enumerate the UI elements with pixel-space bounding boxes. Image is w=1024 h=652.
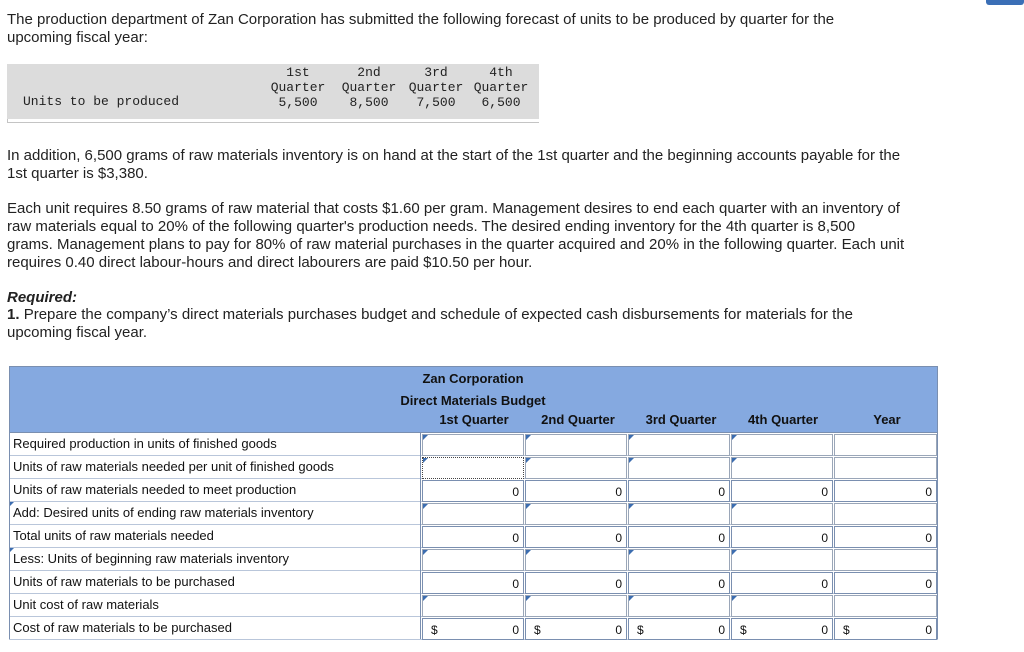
budget-computed-cell — [834, 480, 937, 502]
intro-line-2: upcoming fiscal year: — [7, 29, 148, 46]
budget-row-label: Units of raw materials needed per unit of finished goods — [13, 459, 334, 474]
budget-cell-value: 0 — [925, 577, 932, 591]
forecast-col-q1-h1: 1st — [286, 65, 310, 80]
required-number: 1. — [7, 306, 20, 323]
budget-input-cell[interactable] — [628, 549, 730, 571]
required-line-1 — [7, 306, 853, 324]
budget-computed-cell — [731, 572, 833, 594]
forecast-col-q1-value: 5,500 — [278, 95, 318, 110]
table-right-border — [937, 433, 938, 639]
budget-row-label: Total units of raw materials needed — [13, 528, 214, 543]
budget-input-cell[interactable] — [422, 457, 524, 479]
input-flag-marker — [526, 435, 531, 440]
col-head-q4: 4th Quarter — [747, 412, 819, 427]
budget-computed-cell — [628, 618, 730, 640]
budget-cell-value: 0 — [718, 577, 725, 591]
forecast-table — [7, 64, 539, 119]
budget-computed-cell — [422, 480, 524, 502]
budget-cell-value: 0 — [512, 485, 519, 499]
forecast-col-q2-h1: 2nd — [357, 65, 381, 80]
budget-computed-cell — [525, 526, 627, 548]
budget-computed-cell — [422, 618, 524, 640]
budget-input-cell[interactable] — [834, 595, 937, 617]
budget-input-cell[interactable] — [422, 503, 524, 525]
para3-line-2: raw materials equal to 20% of the following quarter's production needs. The desired ending inventory for the 4th quarter is 8,500 — [7, 218, 856, 235]
budget-computed-cell — [525, 572, 627, 594]
budget-input-cell[interactable] — [422, 549, 524, 571]
forecast-col-q1-h2: Quarter — [270, 80, 326, 95]
budget-cell-value: 0 — [925, 623, 932, 637]
budget-row-label: Unit cost of raw materials — [13, 597, 159, 612]
label-column — [9, 433, 421, 639]
budget-input-cell[interactable] — [628, 434, 730, 456]
col-head-q1: 1st Quarter — [439, 412, 509, 427]
currency-symbol: $ — [637, 623, 644, 637]
budget-input-cell[interactable] — [525, 457, 627, 479]
forecast-col-q4-h2: Quarter — [473, 80, 529, 95]
budget-input-cell[interactable] — [731, 503, 833, 525]
budget-cell-value: 0 — [925, 531, 932, 545]
budget-cell-value: 0 — [615, 531, 622, 545]
forecast-col-q2-value: 8,500 — [349, 95, 389, 110]
forecast-row-label: Units to be produced — [23, 94, 180, 109]
budget-row-label: Units of raw materials needed to meet production — [13, 482, 297, 497]
budget-title: Direct Materials Budget — [400, 393, 546, 408]
col-head-year: Year — [873, 412, 901, 427]
budget-input-cell[interactable] — [731, 549, 833, 571]
direct-materials-budget-table — [9, 366, 938, 639]
budget-computed-cell — [731, 618, 833, 640]
budget-cell-value: 0 — [925, 485, 932, 499]
forecast-col-q2-h2: Quarter — [341, 80, 397, 95]
input-flag-marker — [629, 458, 634, 463]
budget-cell-value: 0 — [718, 623, 725, 637]
input-flag-marker — [629, 435, 634, 440]
budget-cell-value: 0 — [615, 577, 622, 591]
input-flag-marker — [629, 550, 634, 555]
budget-input-cell[interactable] — [731, 595, 833, 617]
budget-computed-cell — [834, 572, 937, 594]
budget-input-cell[interactable] — [525, 549, 627, 571]
budget-cell-value: 0 — [512, 577, 519, 591]
budget-input-cell[interactable] — [628, 503, 730, 525]
budget-row-label: Add: Desired units of ending raw materials inventory — [13, 505, 314, 520]
top-accent-bar — [986, 0, 1024, 5]
forecast-col-q2 — [334, 64, 404, 110]
budget-row-label: Units of raw materials to be purchased — [13, 574, 235, 589]
budget-input-cell[interactable] — [834, 434, 937, 456]
budget-input-cell[interactable] — [628, 457, 730, 479]
forecast-col-q3-h1: 3rd — [424, 65, 448, 80]
required-text-1: Prepare the company’s direct materials purchases budget and schedule of expected cash disbursements for materials for the — [23, 306, 854, 323]
budget-cell-value: 0 — [821, 577, 828, 591]
input-flag-marker — [526, 504, 531, 509]
budget-row-label: Cost of raw materials to be purchased — [13, 620, 232, 635]
input-flag-marker — [629, 504, 634, 509]
required-line-2: upcoming fiscal year. — [7, 324, 148, 341]
budget-cell-value: 0 — [615, 485, 622, 499]
budget-input-cell[interactable] — [525, 434, 627, 456]
forecast-col-q3-value: 7,500 — [416, 95, 456, 110]
budget-row-label: Required production in units of finished goods — [13, 436, 277, 451]
budget-input-cell[interactable] — [422, 434, 524, 456]
budget-computed-cell — [422, 572, 524, 594]
budget-input-cell[interactable] — [628, 595, 730, 617]
input-flag-marker — [732, 550, 737, 555]
budget-cell-value: 0 — [615, 623, 622, 637]
input-flag-marker — [629, 596, 634, 601]
budget-input-cell[interactable] — [834, 457, 937, 479]
budget-computed-cell — [525, 618, 627, 640]
forecast-table-rule — [7, 119, 539, 123]
input-flag-marker — [732, 435, 737, 440]
budget-company: Zan Corporation — [422, 371, 524, 386]
budget-input-cell[interactable] — [731, 434, 833, 456]
budget-computed-cell — [834, 526, 937, 548]
budget-cell-value: 0 — [821, 485, 828, 499]
para3-line-3: grams. Management plans to pay for 80% of raw material purchases in the quarter acquired and 20% in the following quarter. Each unit — [7, 236, 905, 253]
budget-computed-cell — [731, 480, 833, 502]
budget-cell-value: 0 — [821, 623, 828, 637]
budget-cell-value: 0 — [718, 485, 725, 499]
currency-symbol: $ — [740, 623, 747, 637]
currency-symbol: $ — [431, 623, 438, 637]
forecast-col-q3-h2: Quarter — [408, 80, 464, 95]
budget-input-cell[interactable] — [525, 595, 627, 617]
budget-cell-value: 0 — [512, 623, 519, 637]
table-left-border — [9, 433, 10, 639]
budget-input-cell[interactable] — [422, 595, 524, 617]
required-heading: Required: — [7, 289, 78, 306]
forecast-col-q1 — [263, 64, 333, 110]
budget-computed-cell — [834, 618, 937, 640]
input-flag-marker — [423, 435, 428, 440]
input-flag-marker — [423, 596, 428, 601]
currency-symbol: $ — [534, 623, 541, 637]
budget-computed-cell — [731, 526, 833, 548]
input-flag-marker — [732, 458, 737, 463]
input-flag-marker — [526, 550, 531, 555]
forecast-col-q4-value: 6,500 — [481, 95, 521, 110]
budget-computed-cell — [628, 526, 730, 548]
budget-row-label: Less: Units of beginning raw materials inventory — [13, 551, 290, 566]
budget-computed-cell — [628, 572, 730, 594]
col-head-q3: 3rd Quarter — [645, 412, 717, 427]
para3-line-1: Each unit requires 8.50 grams of raw material that costs $1.60 per gram. Management desires to end each quarter with an inventory of — [7, 200, 900, 217]
budget-input-cell[interactable] — [834, 549, 937, 571]
budget-cell-value: 0 — [512, 531, 519, 545]
forecast-col-q4-h1: 4th — [489, 65, 513, 80]
forecast-col-q3 — [401, 64, 471, 110]
budget-computed-cell — [422, 526, 524, 548]
budget-input-cell[interactable] — [834, 503, 937, 525]
input-flag-marker — [732, 504, 737, 509]
budget-computed-cell — [628, 480, 730, 502]
budget-cell-value: 0 — [718, 531, 725, 545]
budget-input-cell[interactable] — [525, 503, 627, 525]
para2-line-1: In addition, 6,500 grams of raw materials inventory is on hand at the start of the 1st quarter and the beginning accounts payable for the — [7, 147, 901, 164]
input-flag-marker — [423, 550, 428, 555]
para2-line-2: 1st quarter is $3,380. — [7, 165, 148, 182]
input-flag-marker — [732, 596, 737, 601]
forecast-col-q4 — [466, 64, 536, 110]
input-flag-marker — [526, 458, 531, 463]
currency-symbol: $ — [843, 623, 850, 637]
col-head-q2: 2nd Quarter — [541, 412, 615, 427]
input-flag-marker — [526, 596, 531, 601]
budget-input-cell[interactable] — [731, 457, 833, 479]
intro-line-1: The production department of Zan Corporation has submitted the following forecast of units to be produced by quarter for the — [7, 11, 835, 28]
budget-cell-value: 0 — [821, 531, 828, 545]
input-flag-marker — [423, 504, 428, 509]
budget-computed-cell — [525, 480, 627, 502]
para3-line-4: requires 0.40 direct labour-hours and direct labourers are paid $10.50 per hour. — [7, 254, 533, 271]
input-flag-marker — [423, 458, 428, 463]
